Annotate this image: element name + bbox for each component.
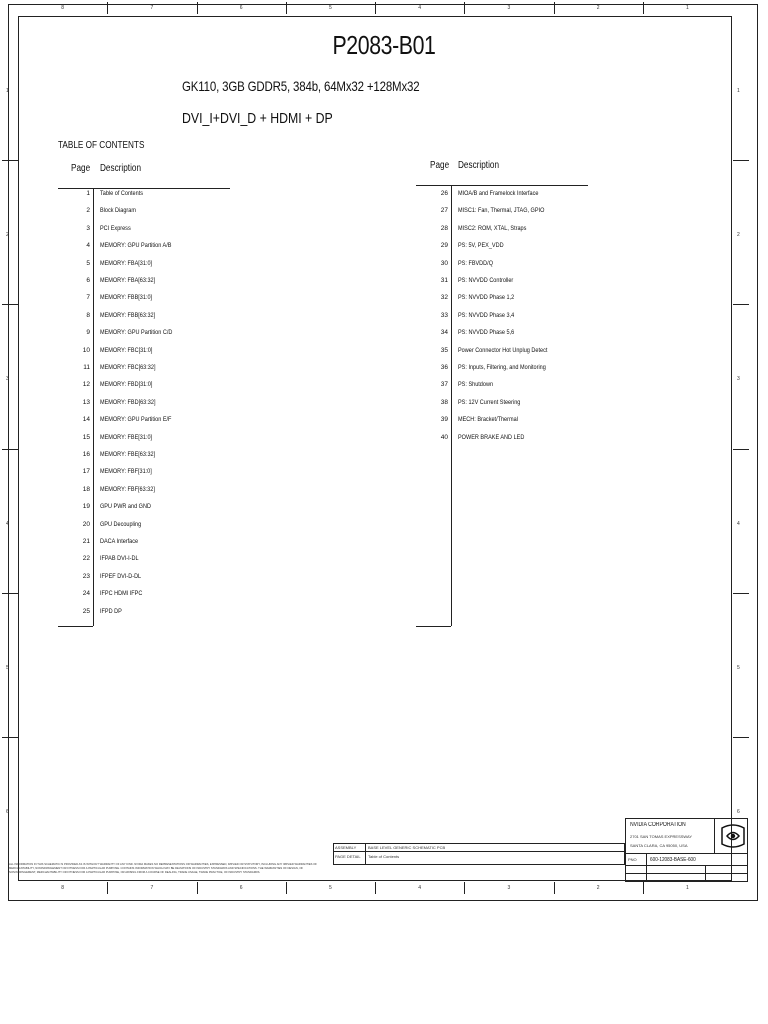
toc-description: POWER BRAKE AND LED (458, 433, 525, 441)
right-page-header: Page (430, 160, 450, 171)
toc-page-number: 25 (82, 607, 90, 615)
zone-label: 2 (596, 885, 600, 891)
toc-description: IFPC HDMI IFPC (100, 590, 143, 598)
toc-description: MEMORY: FBC[63:32] (100, 364, 156, 371)
zone-label: 3 (737, 376, 740, 383)
toc-description: MISC2: ROM, XTAL, Straps (458, 224, 527, 232)
toc-description: MECH: Bracket/Thermal (458, 416, 518, 424)
toc-page-number: 2 (86, 207, 90, 215)
toc-page-number: 18 (82, 485, 90, 493)
toc-description: MEMORY: FBE[31:0] (100, 433, 153, 441)
zone-label: 8 (61, 885, 65, 891)
zone-label: 5 (737, 664, 740, 671)
toc-page-number: 19 (82, 503, 90, 511)
zone-label: 7 (150, 5, 154, 11)
toc-page-number: 13 (82, 398, 90, 406)
zone-label: 4 (418, 5, 422, 11)
zone-label: 7 (150, 885, 154, 891)
assembly-row-rule (333, 851, 625, 852)
zone-tick (2, 160, 18, 161)
toc-description: DACA Interface (100, 538, 139, 545)
zone-label: 1 (6, 88, 9, 95)
company-address-2: SANTA CLARA, CA 95050, USA (630, 843, 688, 848)
zone-label: 5 (6, 664, 9, 671)
left-column-divider (93, 188, 94, 626)
toc-description: MEMORY: FBB[63:32] (100, 311, 156, 319)
zone-label: 1 (685, 5, 689, 11)
company-name: NVIDIA CORPORATION (630, 822, 686, 828)
toc-description: GPU Decoupling (100, 520, 142, 528)
toc-page-number: 8 (86, 311, 90, 319)
toc-page-number: 4 (86, 242, 90, 250)
right-header-rule (416, 185, 588, 186)
toc-page-number: 15 (82, 433, 90, 441)
left-header-rule (58, 188, 230, 189)
zone-tick (733, 593, 749, 594)
zone-tick (643, 2, 644, 14)
toc-page-number: 40 (440, 433, 448, 441)
toc-description: PS: Inputs, Filtering, and Monitoring (458, 364, 546, 371)
tb-rule-1 (625, 853, 748, 854)
zone-tick (286, 2, 287, 14)
zone-label: 1 (685, 885, 689, 891)
zone-ruler-bottom (18, 882, 732, 894)
toc-description: PS: FBVDD/Q (458, 259, 494, 267)
tb-logo-divider (714, 818, 715, 853)
toc-description: MISC1: Fan, Thermal, JTAG, GPIO (458, 207, 545, 215)
toc-page-number: 10 (82, 346, 90, 354)
toc-description: PCI Express (100, 224, 131, 232)
zone-label: 4 (418, 885, 422, 891)
schematic-title: P2083-B01 (332, 30, 436, 60)
legal-disclaimer: ALL INFORMATION IN THIS SCHEMATIC IS PROVIDED AS IS WITHOUT WARRANTY OF ANY KIND. NVIDIA MAKES NO REPRESENTATIONS OR WARRANTIES, EXPRESSED, IMPLIED OR STATUTORY, INCLUDING ANY IMPLIED WARRANTIES OF MERCHANTABILITY, NONINFRINGEMENT OR FITNESS FOR A PARTICULAR PURPOSE. CONTAINS INFORMATION WHICH MAY BE DEVIATIONS OF INDUSTRY STANDARDS AND SPECIFICATIONS. THE WARRANTIES OF DESIGN, OF NONINFRINGEMENT, MERCHANTABILITY OR FITNESS FOR A PARTICULAR PURPOSE, OR ARISING FROM A COURSE OF DEALING, TRADE USAGE, TRADE PRACTICE, OF INDUSTRY STANDARDS. (9, 862, 317, 874)
toc-description: MEMORY: FBC[31:0] (100, 346, 153, 354)
toc-description: MEMORY: FBF[63:32] (100, 485, 155, 493)
zone-label: 2 (737, 232, 740, 239)
toc-description: PS: Shutdown (458, 381, 494, 389)
tb-rule-2 (625, 865, 748, 866)
toc-description: PS: 5V, PEX_VDD (458, 242, 504, 250)
part-number: 600-12083-BASE-600 (650, 857, 696, 863)
zone-tick (2, 304, 18, 305)
toc-page-number: 34 (440, 329, 448, 337)
toc-description: MEMORY: FBF[31:0] (100, 468, 152, 476)
tb-col-divider-2 (705, 865, 706, 882)
toc-page-number: 1 (86, 190, 90, 197)
toc-description: GPU PWR and GND (100, 503, 151, 511)
zone-tick (375, 882, 376, 894)
toc-description: PS: 12V Current Steering (458, 398, 521, 406)
right-description-header: Description (458, 160, 500, 171)
zone-tick (375, 2, 376, 14)
toc-page-number: 7 (86, 294, 90, 302)
left-description-header: Description (100, 163, 142, 174)
assembly-value: BASE LEVEL GENERIC SCHEMATIC PCB (368, 845, 446, 850)
zone-tick (554, 882, 555, 894)
toc-page-number: 9 (86, 329, 90, 337)
toc-page-number: 24 (82, 590, 90, 598)
toc-description: IFPEF DVI-D-DL (100, 572, 142, 580)
toc-page-number: 27 (440, 207, 448, 215)
right-column-divider (451, 185, 452, 626)
toc-description: PS: NVVDD Phase 3,4 (458, 311, 515, 319)
zone-label: 6 (737, 808, 740, 815)
toc-page-number: 17 (82, 468, 90, 476)
toc-description: Power Connector Hot Unplug Detect (458, 346, 548, 354)
zone-label: 5 (328, 885, 332, 891)
zone-tick (733, 737, 749, 738)
right-bottom-rule (416, 626, 451, 627)
zone-ruler-right (733, 16, 749, 881)
toc-page-number: 39 (440, 416, 448, 424)
toc-description: PS: NVVDD Phase 5,6 (458, 329, 515, 337)
zone-tick (2, 737, 18, 738)
zone-tick (197, 882, 198, 894)
toc-description: Block Diagram (100, 207, 136, 215)
outputs-subtitle: DVI_I+DVI_D + HDMI + DP (182, 110, 333, 127)
toc-page-number: 5 (86, 259, 90, 267)
toc-description: MEMORY: GPU Partition C/D (100, 329, 173, 337)
zone-label: 5 (328, 5, 332, 11)
toc-page-number: 20 (82, 520, 90, 528)
zone-label: 3 (507, 885, 511, 891)
gpu-config-subtitle: GK110, 3GB GDDR5, 384b, 64Mx32 +128Mx32 (182, 78, 420, 94)
toc-page-number: 37 (440, 381, 448, 389)
zone-tick (107, 882, 108, 894)
left-bottom-rule (58, 626, 93, 627)
zone-tick (2, 593, 18, 594)
zone-ruler-top (18, 2, 732, 14)
zone-tick (197, 2, 198, 14)
zone-label: 8 (61, 5, 65, 11)
page-detail-value: Table of Contents (368, 854, 400, 859)
toc-page-number: 6 (86, 277, 90, 284)
toc-description: MEMORY: FBA[63:32] (100, 277, 156, 284)
nvidia-logo-icon (720, 822, 746, 850)
left-page-header: Page (71, 163, 91, 174)
toc-page-number: 16 (82, 451, 90, 458)
toc-description: IFPAB DVI-I-DL (100, 555, 139, 563)
page-detail-label: PAGE DETAIL (335, 854, 361, 859)
zone-label: 6 (239, 885, 243, 891)
toc-page-number: 28 (440, 224, 448, 232)
zone-tick (464, 882, 465, 894)
toc-page-number: 12 (82, 381, 90, 389)
toc-description: MEMORY: FBE[63:32] (100, 451, 156, 458)
zone-ruler-left (2, 16, 18, 881)
toc-page-number: 38 (440, 398, 448, 406)
toc-page-number: 29 (440, 242, 448, 250)
toc-page-number: 30 (440, 259, 448, 267)
zone-label: 2 (596, 5, 600, 11)
toc-page-number: 11 (83, 364, 90, 371)
toc-description: MIOA/B and Framelock Interface (458, 190, 539, 197)
toc-description: PS: NVVDD Controller (458, 277, 514, 284)
toc-page-number: 22 (82, 555, 90, 563)
toc-page-number: 33 (440, 311, 448, 319)
zone-label: 4 (737, 520, 740, 527)
toc-page-number: 35 (440, 346, 448, 354)
zone-label: 3 (507, 5, 511, 11)
toc-description: MEMORY: FBA[31:0] (100, 259, 153, 267)
zone-label: 6 (239, 5, 243, 11)
zone-label: 3 (6, 376, 9, 383)
zone-label: 6 (6, 808, 9, 815)
toc-page-number: 3 (86, 224, 90, 232)
zone-label: 4 (6, 520, 9, 527)
toc-page-number: 14 (82, 416, 90, 424)
toc-page-number: 36 (440, 364, 448, 371)
toc-description: MEMORY: GPU Partition E/F (100, 416, 172, 424)
toc-description: MEMORY: FBD[31:0] (100, 381, 153, 389)
company-address-1: 2701 SAN TOMAS EXPRESSWAY (630, 834, 693, 839)
assembly-divider (365, 843, 366, 865)
zone-tick (464, 2, 465, 14)
tb-rule-3 (625, 873, 748, 874)
zone-label: 1 (737, 88, 740, 95)
toc-description: PS: NVVDD Phase 1,2 (458, 294, 515, 302)
toc-description: MEMORY: FBD[63:32] (100, 398, 156, 406)
zone-tick (286, 882, 287, 894)
zone-tick (733, 304, 749, 305)
toc-description: IFPD DP (100, 607, 122, 615)
toc-page-number: 31 (440, 277, 448, 284)
zone-label: 2 (6, 232, 9, 239)
zone-tick (2, 449, 18, 450)
toc-page-number: 32 (440, 294, 448, 302)
toc-page-number: 23 (82, 572, 90, 580)
toc-page-number: 21 (82, 538, 90, 545)
zone-tick (733, 160, 749, 161)
toc-description: Table of Contents (100, 190, 144, 197)
zone-tick (733, 449, 749, 450)
assembly-label: ASSEMBLY (335, 845, 357, 850)
toc-description: MEMORY: FBB[31:0] (100, 294, 153, 302)
tb-col-divider (646, 853, 647, 882)
toc-description: MEMORY: GPU Partition A/B (100, 242, 172, 250)
toc-page-number: 26 (440, 190, 448, 197)
pno-label: PNO (628, 857, 637, 862)
zone-tick (107, 2, 108, 14)
zone-tick (554, 2, 555, 14)
zone-tick (643, 882, 644, 894)
toc-heading: TABLE OF CONTENTS (58, 140, 145, 151)
